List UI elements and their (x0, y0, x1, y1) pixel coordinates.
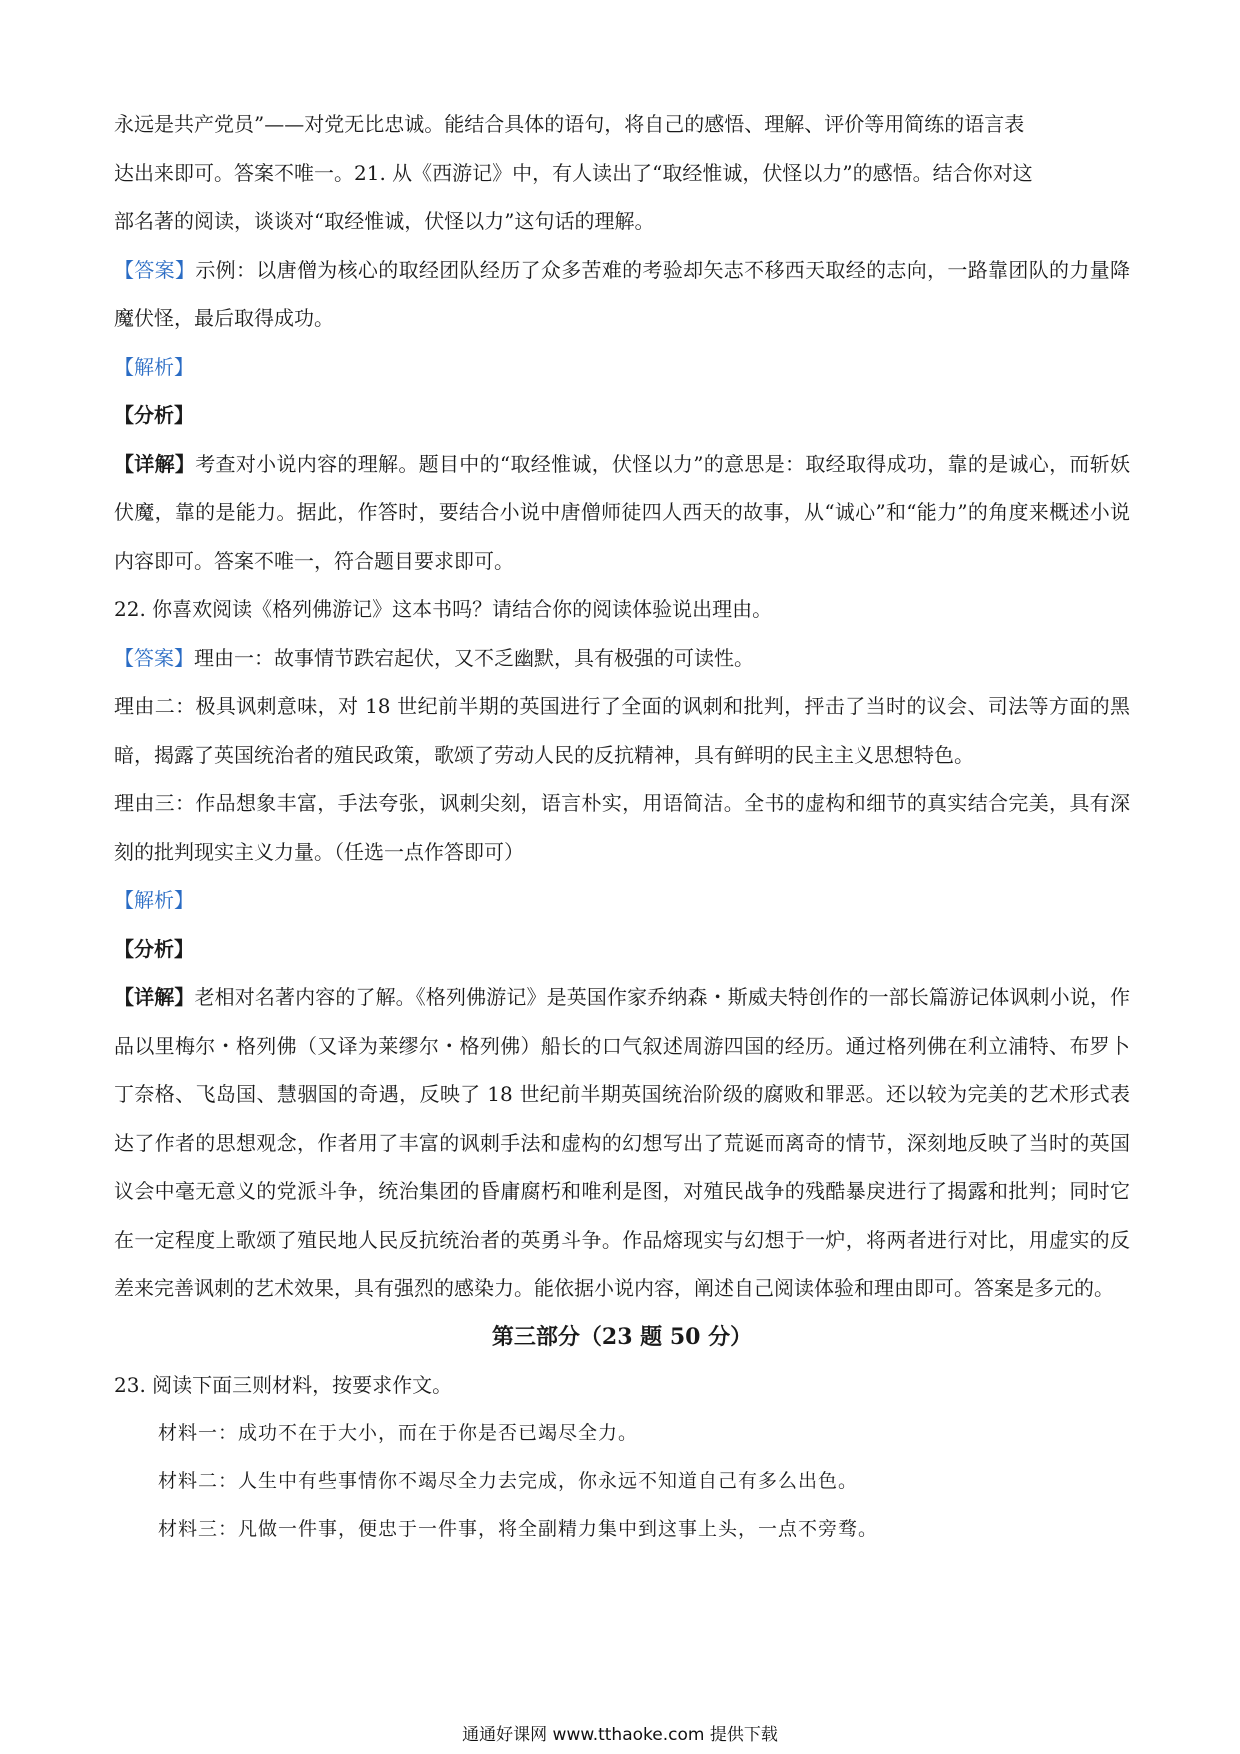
answer-tag: 【答案】 (114, 257, 196, 282)
q20-tail-line1: 永远是共产党员”——对党无比忠诚。能结合具体的语句，将自己的感悟、理解、评价等用简练的语言表 (114, 112, 1025, 136)
footer-source: 通通好课网 www.tthaoke.com 提供下载 (462, 1725, 778, 1745)
fenxi-tag: 【分析】 (114, 936, 194, 961)
reason1-text: 理由一：故事情节跌宕起伏，又不乏幽默，具有极强的可读性。 (194, 645, 754, 670)
answer-tag: 【答案】 (114, 645, 194, 670)
material-1: 材料一：成功不在于大小，而在于你是否已竭尽全力。 (158, 1422, 639, 1444)
detail-text: 老相对名著内容的了解。《格列佛游记》是英国作家乔纳森・斯威夫特创作的一部长篇游记体讽刺小说，作品以里梅尔・格列佛（又译为莱缪尔・格列佛）船长的口气叙述周游四国的经历。通过格列佛在利立浦特、布罗卜丁奈格、飞岛国、慧骃国的奇遇，反映了 18 世纪前半期英国统治阶级的腐败和罪恶。还以较为完美的艺术形式表达了作者的思想观念，作者用了丰富的讽刺手法和虚构的幻想写出了荒诞而离奇的情节，深刻地反映了当时的英国议会中毫无意义的党派斗争，统治集团的昏庸腐朽和唯利是图，对殖民战争的残酷暴戾进行了揭露和批判；同时它在一定程度上歌颂了殖民地人民反抗统治者的英勇斗争。作品熔现实与幻想于一炉，将两者进行对比，用虚实的反差来完善讽刺的艺术效果，具有强烈的感染力。能依据小说内容，阐述自己阅读体验和理由即可。答案是多元的。 (114, 985, 1131, 1300)
q21-fenxi (114, 391, 1130, 440)
material-3: 材料三：凡做一件事，便忠于一件事，将全副精力集中到这事上头，一点不旁骛。 (158, 1518, 879, 1540)
jiexi-tag: 【解析】 (114, 354, 194, 379)
q22-detail (114, 973, 1130, 1313)
q22-fenxi (114, 925, 1130, 974)
q22-question: 22. 你喜欢阅读《格列佛游记》这本书吗？请结合你的阅读体验说出理由。 (114, 597, 773, 621)
q20-tail-line2: 达出来即可。答案不唯一。21. 从《西游记》中，有人读出了“取经惟诚，伏怪以力”的感悟。结合你对这 (114, 160, 1033, 185)
q23-question: 23. 阅读下面三则材料，按要求作文。 (114, 1372, 453, 1397)
q22-reason2: 理由二：极具讽刺意味，对 18 世纪前半期的英国进行了全面的讽刺和批判，抨击了当时的议会、司法等方面的黑暗，揭露了英国统治者的殖民政策，歌颂了劳动人民的反抗精神，具有鲜明的民主主义思想特色。 (114, 694, 1130, 767)
detail-tag: 【详解】 (114, 451, 196, 476)
detail-text: 考查对小说内容的理解。题目中的“取经惟诚，伏怪以力”的意思是：取经取得成功，靠的是诚心，而斩妖伏魔，靠的是能力。据此，作答时，要结合小说中唐僧师徒四人西天的故事，从“诚心”和“能力”的角度来概述小说内容即可。答案不唯一，符合题目要求即可。 (114, 451, 1131, 573)
q22-reason3: 理由三：作品想象丰富，手法夸张，讽刺尖刻，语言朴实，用语简洁。全书的虚构和细节的真实结合完美，具有深刻的批判现实主义力量。（任选一点作答即可） (114, 791, 1130, 864)
q21-jiexi (114, 343, 1130, 392)
detail-tag: 【详解】 (114, 985, 195, 1009)
q21-answer (114, 246, 1130, 343)
part3-title: 第三部分（23 题 50 分） (491, 1323, 753, 1350)
answer-text: 示例：以唐僧为核心的取经团队经历了众多苦难的考验却矢志不移西天取经的志向，一路靠团队的力量降魔伏怪，最后取得成功。 (114, 257, 1131, 330)
q22-answer-reason1 (114, 634, 1130, 683)
material-2: 材料二：人生中有些事情你不竭尽全力去完成，你永远不知道自己有多么出色。 (158, 1470, 859, 1492)
fenxi-tag: 【分析】 (114, 403, 194, 427)
q21-detail (114, 440, 1130, 586)
document-page (114, 100, 1130, 1553)
q21-question-tail: 部名著的阅读，谈谈对“取经惟诚，伏怪以力”这句话的理解。 (114, 209, 655, 233)
jiexi-tag: 【解析】 (114, 888, 194, 912)
q22-jiexi (114, 876, 1130, 925)
